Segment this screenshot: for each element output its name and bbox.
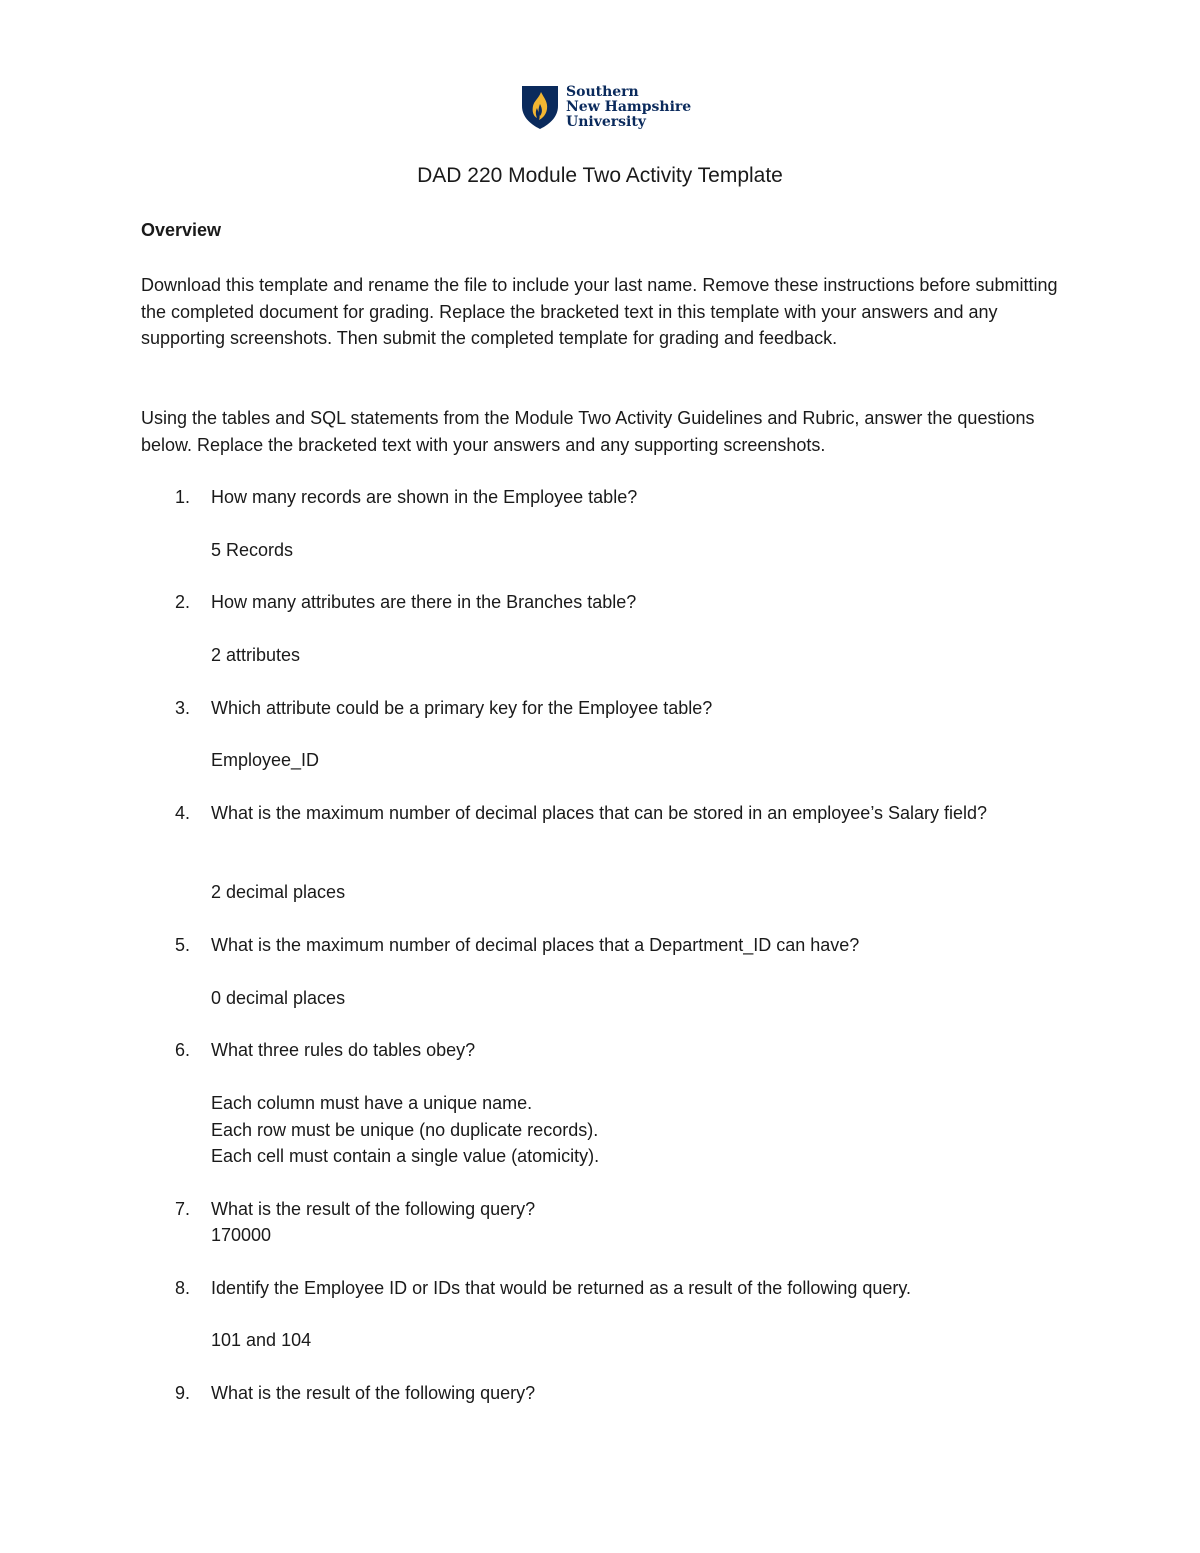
snhu-logo (520, 84, 691, 130)
answer-text: 2 attributes (211, 645, 301, 665)
question-number: 7. (175, 1199, 191, 1219)
question-text: How many attributes are there in the Branches table? (211, 592, 637, 612)
question-text: What is the maximum number of decimal places that a Department_ID can have? (211, 935, 860, 955)
question-number: 9. (175, 1383, 191, 1403)
question-text: What three rules do tables obey? (211, 1040, 476, 1060)
question-number: 1. (175, 487, 191, 507)
answer-text: 170000 (211, 1225, 272, 1245)
answer-line: Each cell must contain a single value (atomicity). (211, 1146, 600, 1166)
answer-text: 2 decimal places (211, 882, 346, 902)
question-number: 2. (175, 592, 191, 612)
question-number: 4. (175, 803, 191, 823)
question-text: What is the result of the following query? (211, 1383, 536, 1403)
answer-text: Employee_ID (211, 750, 320, 770)
instructions-paragraph: Download this template and rename the file to include your last name. Remove these instructions before submitting the completed document for grading. Replace the bracketed text in this template with your answers and any supporting screenshots. Then submit the completed template for grading and feedback. (141, 275, 1058, 348)
shield-flame-icon (520, 84, 560, 130)
question-text: Which attribute could be a primary key for the Employee table? (211, 698, 713, 718)
question-number: 8. (175, 1278, 191, 1298)
question-number: 6. (175, 1040, 191, 1060)
question-text: What is the maximum number of decimal places that can be stored in an employee’s Salary field? (211, 803, 988, 823)
intro-paragraph: Using the tables and SQL statements from the Module Two Activity Guidelines and Rubric, answer the questions below. Replace the bracketed text with your answers and any supporting screenshots. (141, 408, 1035, 455)
question-text: Identify the Employee ID or IDs that would be returned as a result of the following query. (211, 1278, 912, 1298)
logo-line-2: New Hampshire (566, 98, 692, 115)
answer-text: 101 and 104 (211, 1330, 312, 1350)
answer-text: 0 decimal places (211, 988, 346, 1008)
question-text: What is the result of the following query? (211, 1199, 536, 1219)
logo-line-1: Southern (566, 83, 639, 100)
question-number: 3. (175, 698, 191, 718)
logo-line-3: University (566, 113, 646, 130)
overview-heading: Overview (141, 220, 222, 240)
answer-text: 5 Records (211, 540, 294, 560)
document-title: DAD 220 Module Two Activity Template (417, 164, 783, 187)
answer-line: Each column must have a unique name. (211, 1093, 533, 1113)
answer-line: Each row must be unique (no duplicate records). (211, 1120, 599, 1140)
question-number: 5. (175, 935, 191, 955)
question-text: How many records are shown in the Employee table? (211, 487, 638, 507)
logo-wordmark (566, 85, 691, 130)
